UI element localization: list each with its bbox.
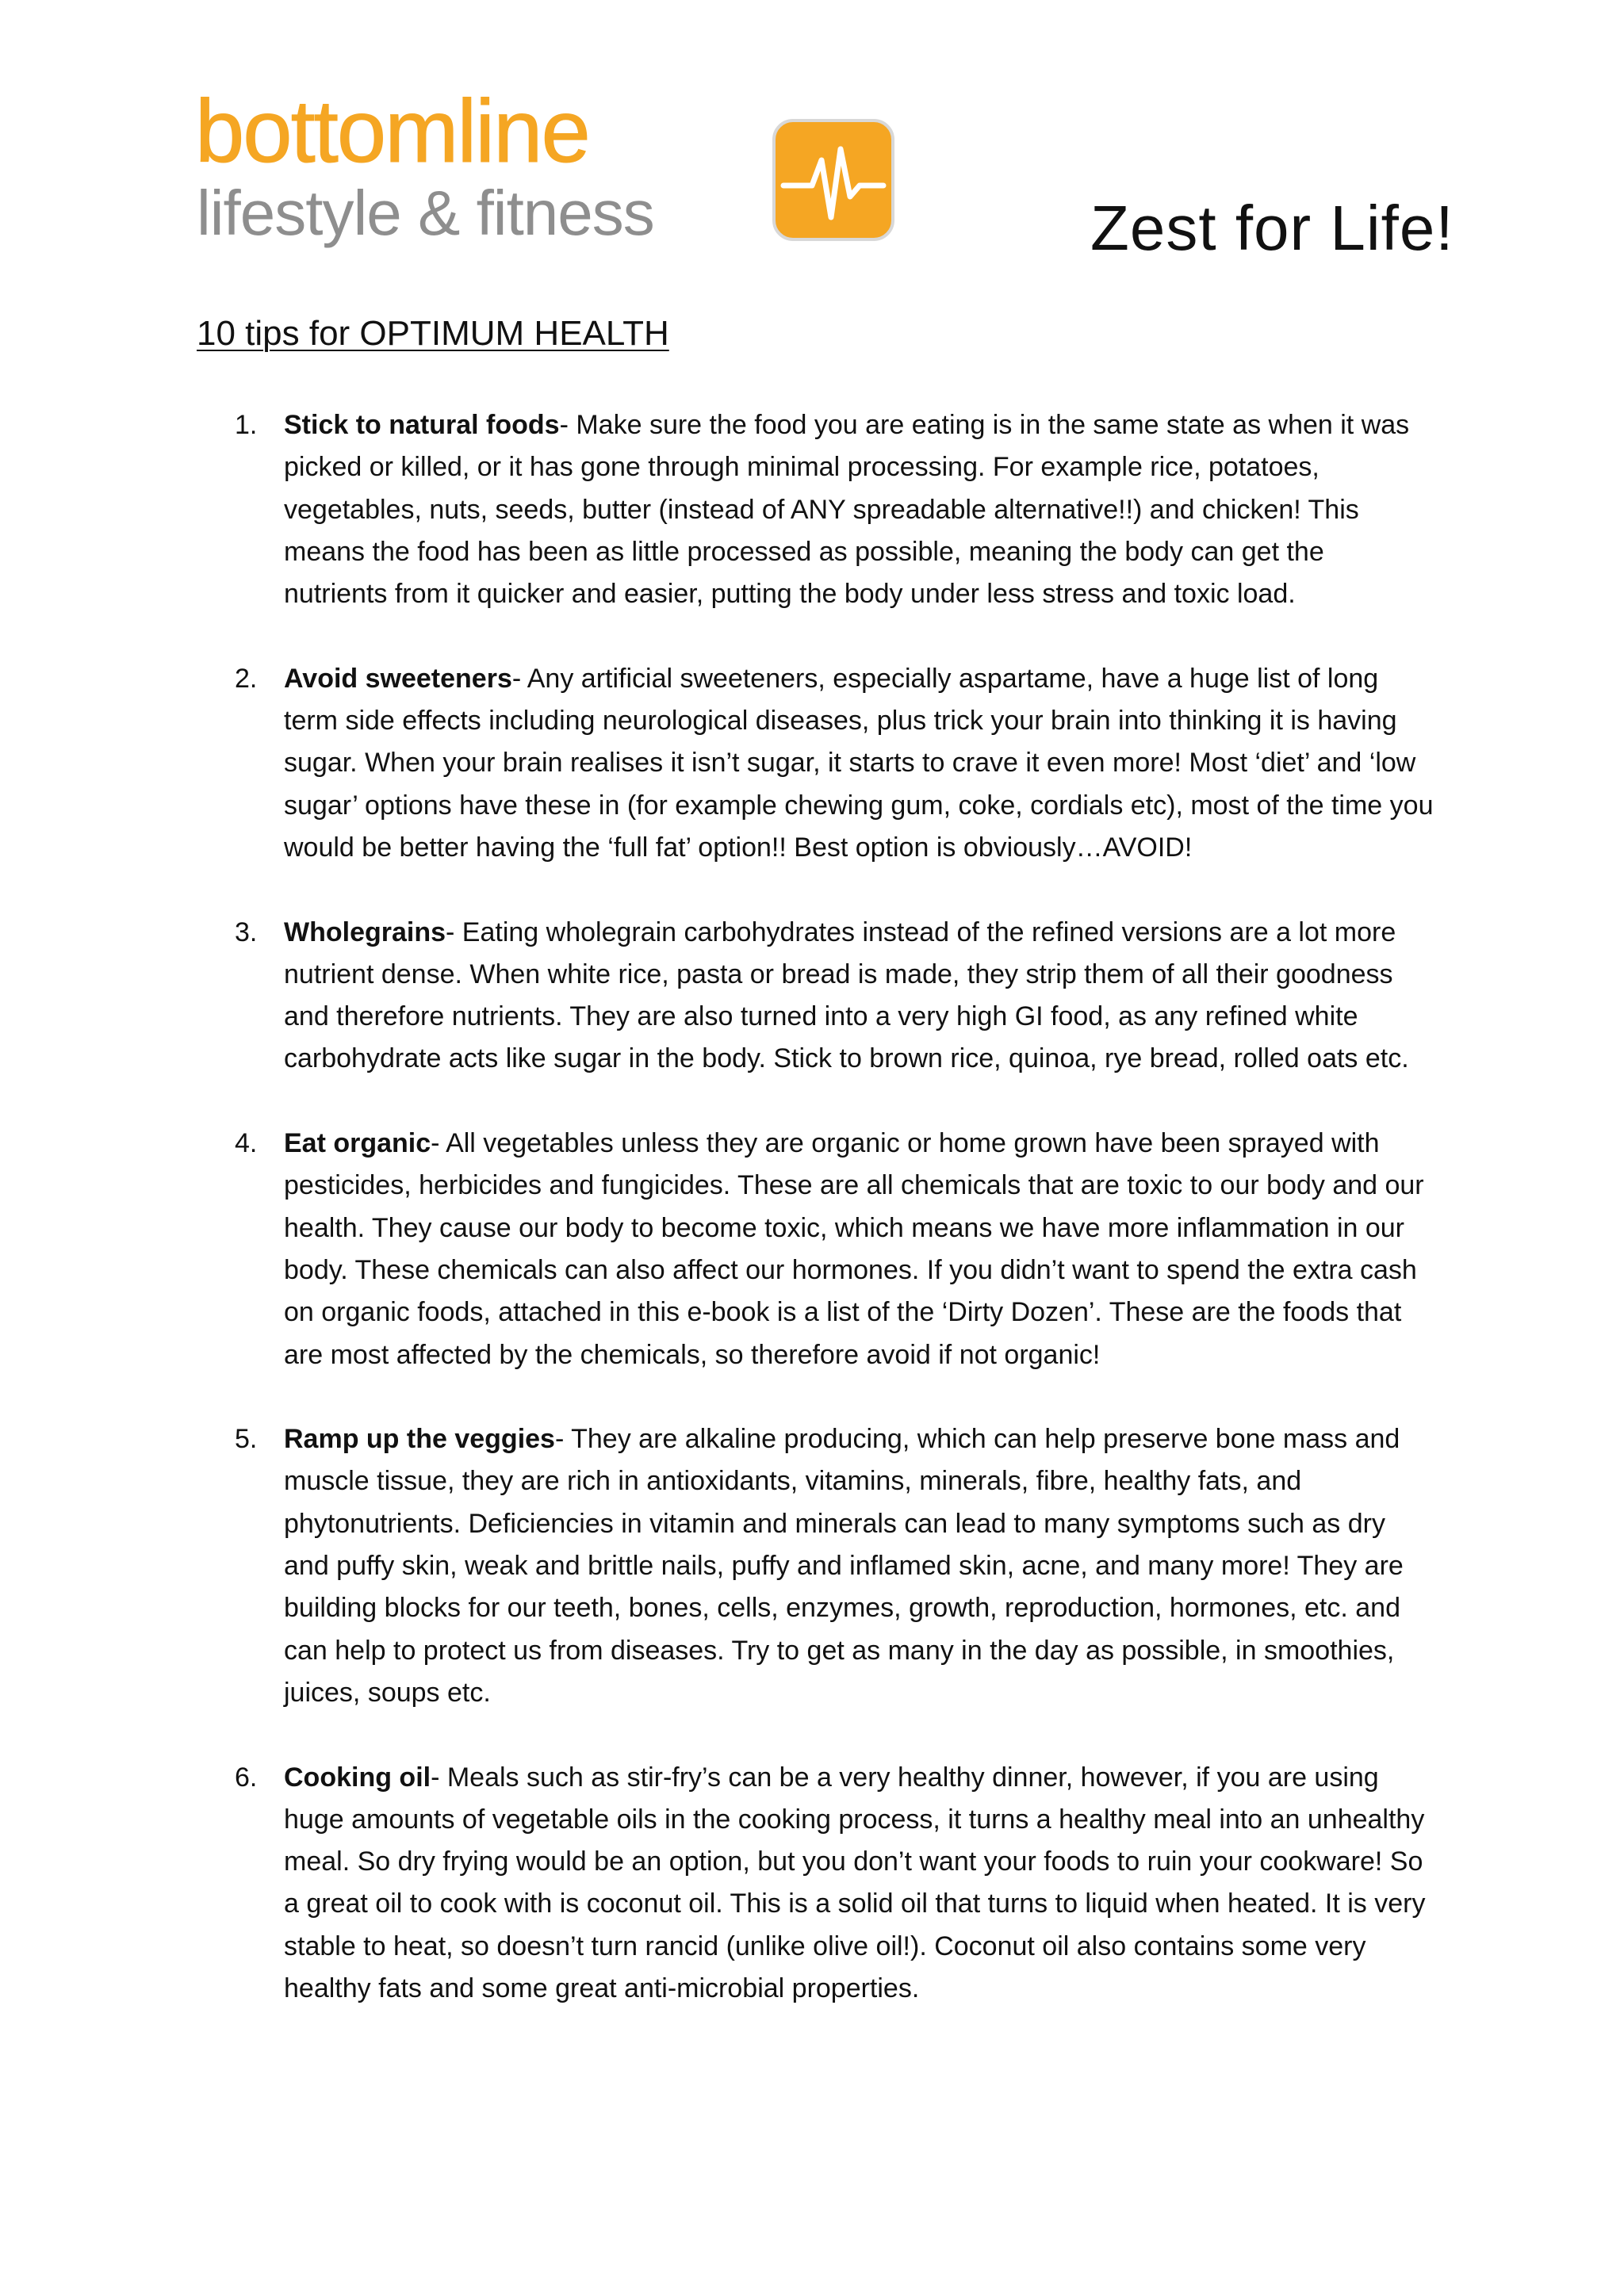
logo-line1: bottomline (195, 92, 589, 181)
heartbeat-icon (774, 121, 893, 239)
list-number: 6. (235, 1762, 258, 1793)
list-item (197, 658, 1434, 869)
list-item (197, 912, 1434, 1081)
tip-text: - Make sure the food you are eating is in the same state as when it was picked or killed, or it has gone through minimal processing. For example rice, potatoes, vegetables, nuts, seeds, butter (instead of ANY spreadable alternative!!) and chicken! This means the food has been as little processed as possible, meaning the body can get the nutrients from it quicker and easier, putting the body under less stress and toxic load. (284, 410, 1410, 610)
list-item (197, 1418, 1434, 1714)
list-item (197, 404, 1434, 615)
tip-title: Avoid sweeteners (284, 663, 512, 694)
brand-logo (195, 92, 901, 258)
logo-line2: lifestyle & fitness (197, 178, 654, 248)
tips-list (197, 404, 1434, 2053)
list-number: 3. (235, 916, 258, 947)
list-number: 4. (235, 1128, 258, 1159)
page-heading: 10 tips for OPTIMUM HEALTH (197, 314, 669, 353)
tip-title: Ramp up the veggies (284, 1424, 555, 1455)
tip-title: Stick to natural foods (284, 410, 560, 440)
tip-text: - Eating wholegrain carbohydrates instead of the refined versions are a lot more nutrient dense. When white rice, pasta or bread is made, they strip them of all their goodness and therefore nutrients. They are also turned into a very high GI food, as any refined white carbohydrate acts like sugar in the body. Stick to brown rice, quinoa, rye bread, rolled oats etc. (284, 916, 1409, 1074)
tip-title: Cooking oil (284, 1762, 431, 1793)
tip-title: Eat organic (284, 1128, 431, 1159)
tip-text: - Meals such as stir-fry’s can be a very healthy dinner, however, if you are using huge amounts of vegetable oils in the cooking process, it turns a healthy meal into an unhealthy meal. So dry frying would be an option, but you don’t want your foods to ruin your cookware! So a great oil to cook with is coconut oil. This is a solid oil that turns to liquid when heated. It is very stable to heat, so doesn’t turn rancid (unlike olive oil!). Coconut oil also contains some very healthy fats and some great anti-microbial properties. (284, 1762, 1426, 2003)
tagline: Zest for Life! (1090, 193, 1454, 263)
list-item (197, 1123, 1434, 1376)
tip-text: - Any artificial sweeteners, especially aspartame, have a huge list of long term side effects including neurological diseases, plus trick your brain into thinking it is having sugar. When your brain realises it isn’t sugar, it starts to crave it even more! Most ‘diet’ and ‘low sugar’ options have these in (for example chewing gum, coke, cordials etc), most of the time you would be better having the ‘full fat’ option!! Best option is obviously…AVOID! (284, 663, 1434, 863)
list-item (197, 1757, 1434, 2011)
tip-title: Wholegrains (284, 916, 446, 947)
list-number: 1. (235, 410, 258, 440)
tip-text: - They are alkaline producing, which can help preserve bone mass and muscle tissue, they are rich in antioxidants, vitamins, minerals, fibre, healthy fats, and phytonutrients. Deficiencies in vitamin and minerals can lead to many symptoms such as dry and puffy skin, weak and brittle nails, puffy and inflamed skin, acne, and many more! They are building blocks for our teeth, bones, cells, enzymes, growth, reproduction, hormones, etc. and can help to protect us from diseases. Try to get as many in the day as possible, in smoothies, juices, soups etc. (284, 1424, 1404, 1708)
tip-text: - All vegetables unless they are organic or home grown have been sprayed with pesticides, herbicides and fungicides. These are all chemicals that are toxic to our body and our health. They cause our body to become toxic, which means we have more inflammation in our body. These chemicals can also affect our hormones. If you didn’t want to spend the extra cash on organic foods, attached in this e-book is a list of the ‘Dirty Dozen’. These are the foods that are most affected by the chemicals, so therefore avoid if not organic! (284, 1128, 1424, 1370)
list-number: 5. (235, 1424, 258, 1455)
list-number: 2. (235, 663, 258, 694)
